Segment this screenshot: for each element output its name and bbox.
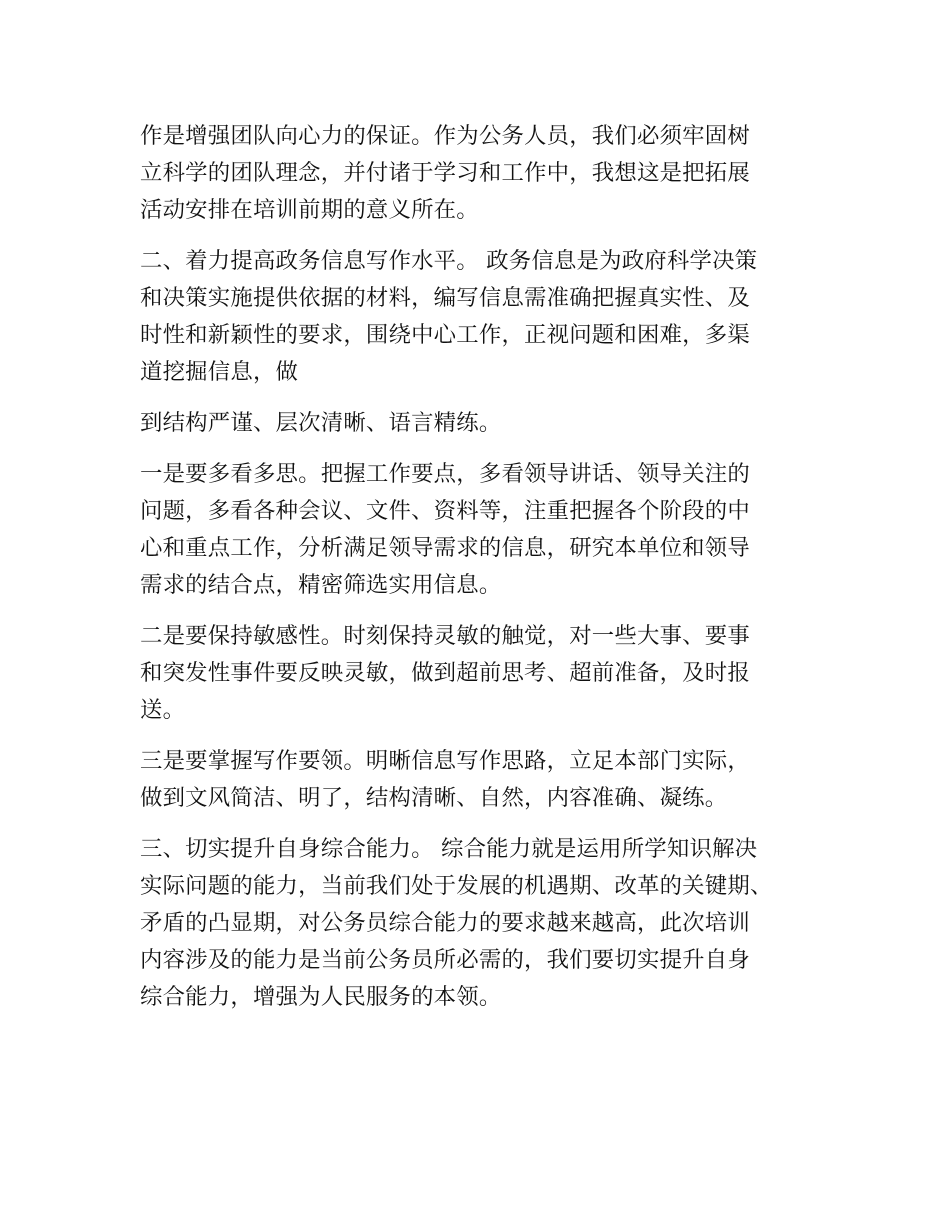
- text-line: 一是要多看多思。把握工作要点，多看领导讲话、领导关注的: [140, 461, 750, 487]
- text-line: 实际问题的能力，当前我们处于发展的机遇期、改革的关键期、: [140, 873, 773, 899]
- text-line: 到结构严谨、层次清晰、语言精练。: [140, 410, 502, 436]
- text-line: 做到文风简洁、明了，结构清晰、自然，内容准确、凝练。: [140, 785, 728, 811]
- text-line: 综合能力，增强为人民服务的本领。: [140, 984, 502, 1010]
- document-body: [140, 118, 812, 1030]
- text-line: 时性和新颖性的要求，围绕中心工作，正视问题和困难，多渠: [140, 322, 750, 348]
- paragraph-point-three: [140, 743, 812, 817]
- text-line: 内容涉及的能力是当前公务员所必需的，我们要切实提升自身: [140, 947, 750, 973]
- text-line: 和突发性事件要反映灵敏，做到超前思考、超前准备，及时报: [140, 660, 750, 686]
- text-line: 心和重点工作，分析满足领导需求的信息，研究本单位和领导: [140, 535, 750, 561]
- text-line: 和决策实施提供依据的材料，编写信息需准确把握真实性、及: [140, 285, 750, 311]
- text-line: 送。: [140, 697, 186, 723]
- text-line: 需求的结合点，精密筛选实用信息。: [140, 572, 502, 598]
- text-line: 作是增强团队向心力的保证。作为公务人员，我们必须牢固树: [140, 123, 750, 149]
- text-line: 立科学的团队理念，并付诸于学习和工作中，我想这是把拓展: [140, 160, 750, 186]
- text-line: 三是要掌握写作要领。明晰信息写作思路，立足本部门实际，: [140, 748, 750, 774]
- text-line: 二、着力提高政务信息写作水平。 政务信息是为政府科学决策: [140, 248, 758, 274]
- paragraph-section-two: [140, 243, 812, 391]
- paragraph-point-one: [140, 456, 812, 604]
- paragraph-section-three: [140, 831, 812, 1016]
- text-line: 活动安排在培训前期的意义所在。: [140, 197, 479, 223]
- paragraph-point-two: [140, 618, 812, 729]
- text-line: 道挖掘信息，做: [140, 359, 299, 385]
- text-line: 二是要保持敏感性。时刻保持灵敏的触觉，对一些大事、要事: [140, 623, 750, 649]
- paragraph-structure: [140, 405, 812, 442]
- text-line: 矛盾的凸显期，对公务员综合能力的要求越来越高，此次培训: [140, 910, 750, 936]
- paragraph-team-spirit: [140, 118, 812, 229]
- text-line: 问题，多看各种会议、文件、资料等，注重把握各个阶段的中: [140, 498, 750, 524]
- text-line: 三、切实提升自身综合能力。 综合能力就是运用所学知识解决: [140, 836, 758, 862]
